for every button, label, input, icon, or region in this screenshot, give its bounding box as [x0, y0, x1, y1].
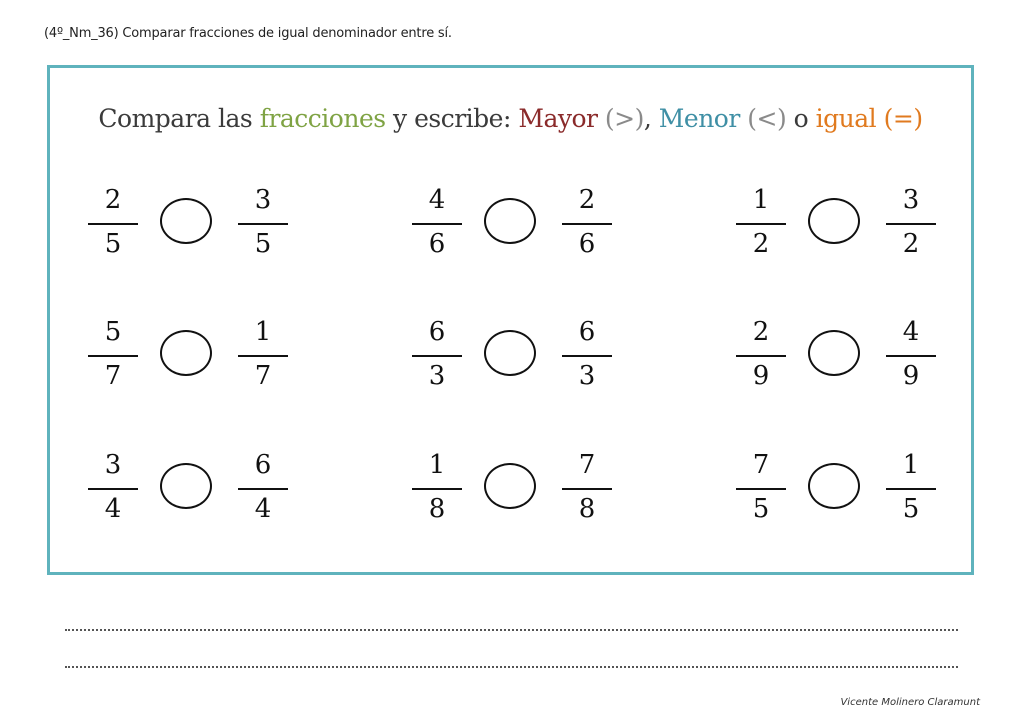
- fraction-bar: [562, 223, 612, 225]
- answer-line-2[interactable]: [65, 666, 958, 668]
- numerator: 1: [254, 317, 272, 347]
- denominator: 4: [104, 494, 122, 524]
- numerator: 3: [104, 450, 122, 480]
- answer-circle[interactable]: [808, 198, 860, 244]
- numerator: 4: [902, 317, 920, 347]
- exercise-1: [88, 183, 298, 263]
- title-part1: Compara las: [98, 104, 260, 133]
- fraction-bar: [886, 223, 936, 225]
- denominator: 8: [578, 494, 596, 524]
- exercise-6: [736, 315, 946, 395]
- denominator: 3: [578, 361, 596, 391]
- denominator: 9: [752, 361, 770, 391]
- numerator: 4: [428, 185, 446, 215]
- numerator: 1: [752, 185, 770, 215]
- answer-circle[interactable]: [808, 330, 860, 376]
- fraction-right: [886, 315, 936, 395]
- fraction-bar: [238, 355, 288, 357]
- numerator: 6: [428, 317, 446, 347]
- denominator: 5: [254, 229, 272, 259]
- fraction-bar: [562, 355, 612, 357]
- denominator: 8: [428, 494, 446, 524]
- fraction-right: [562, 183, 612, 263]
- fraction-bar: [736, 223, 786, 225]
- fraction-left: [736, 183, 786, 263]
- fraction-bar: [88, 488, 138, 490]
- exercise-4: [88, 315, 298, 395]
- answer-circle[interactable]: [484, 463, 536, 509]
- numerator: 3: [254, 185, 272, 215]
- fraction-right: [886, 183, 936, 263]
- denominator: 7: [254, 361, 272, 391]
- denominator: 2: [752, 229, 770, 259]
- fraction-left: [88, 315, 138, 395]
- title-o: o: [786, 104, 816, 133]
- fraction-right: [562, 448, 612, 528]
- denominator: 6: [578, 229, 596, 259]
- fraction-bar: [886, 488, 936, 490]
- fraction-left: [736, 448, 786, 528]
- denominator: 5: [752, 494, 770, 524]
- numerator: 2: [752, 317, 770, 347]
- denominator: 7: [104, 361, 122, 391]
- fraction-bar: [736, 488, 786, 490]
- answer-circle[interactable]: [484, 330, 536, 376]
- numerator: 6: [254, 450, 272, 480]
- fraction-left: [736, 315, 786, 395]
- numerator: 5: [104, 317, 122, 347]
- denominator: 6: [428, 229, 446, 259]
- fraction-left: [412, 183, 462, 263]
- fraction-bar: [886, 355, 936, 357]
- denominator: 4: [254, 494, 272, 524]
- title-menor: Menor: [658, 104, 740, 133]
- fraction-right: [238, 183, 288, 263]
- denominator: 9: [902, 361, 920, 391]
- denominator: 3: [428, 361, 446, 391]
- title-mayor-symbol: (>): [597, 104, 644, 133]
- answer-circle[interactable]: [160, 330, 212, 376]
- fraction-bar: [238, 223, 288, 225]
- title-comma: ,: [643, 104, 659, 133]
- fraction-bar: [238, 488, 288, 490]
- denominator: 5: [104, 229, 122, 259]
- answer-circle[interactable]: [808, 463, 860, 509]
- fraction-bar: [88, 223, 138, 225]
- answer-circle[interactable]: [160, 198, 212, 244]
- fraction-right: [886, 448, 936, 528]
- numerator: 2: [578, 185, 596, 215]
- numerator: 1: [902, 450, 920, 480]
- fraction-bar: [412, 488, 462, 490]
- author-credit: Vicente Molinero Claramunt: [840, 697, 980, 708]
- answer-circle[interactable]: [484, 198, 536, 244]
- exercise-8: [412, 448, 622, 528]
- exercise-9: [736, 448, 946, 528]
- exercise-2: [412, 183, 622, 263]
- answer-line-1[interactable]: [65, 629, 958, 631]
- numerator: 7: [752, 450, 770, 480]
- fraction-bar: [412, 355, 462, 357]
- title-mayor: Mayor: [518, 104, 598, 133]
- title-fracciones: fracciones: [259, 104, 386, 133]
- numerator: 6: [578, 317, 596, 347]
- fraction-right: [562, 315, 612, 395]
- title-menor-symbol: (<): [739, 104, 787, 133]
- denominator: 2: [902, 229, 920, 259]
- fraction-left: [88, 183, 138, 263]
- worksheet-code-header: (4º_Nm_36) Comparar fracciones de igual denominador entre sí.: [44, 26, 452, 41]
- title-igual-symbol: (=): [876, 104, 923, 133]
- fraction-left: [412, 448, 462, 528]
- title-part2: y escribe:: [385, 104, 519, 133]
- fraction-left: [88, 448, 138, 528]
- exercise-7: [88, 448, 298, 528]
- numerator: 7: [578, 450, 596, 480]
- denominator: 5: [902, 494, 920, 524]
- numerator: 1: [428, 450, 446, 480]
- numerator: 2: [104, 185, 122, 215]
- title-igual: igual: [815, 104, 877, 133]
- fraction-right: [238, 448, 288, 528]
- fraction-bar: [88, 355, 138, 357]
- exercise-5: [412, 315, 622, 395]
- answer-circle[interactable]: [160, 463, 212, 509]
- instructions-title: [50, 104, 971, 133]
- exercise-3: [736, 183, 946, 263]
- fraction-bar: [412, 223, 462, 225]
- fraction-bar: [736, 355, 786, 357]
- fraction-bar: [562, 488, 612, 490]
- fraction-right: [238, 315, 288, 395]
- numerator: 3: [902, 185, 920, 215]
- fraction-left: [412, 315, 462, 395]
